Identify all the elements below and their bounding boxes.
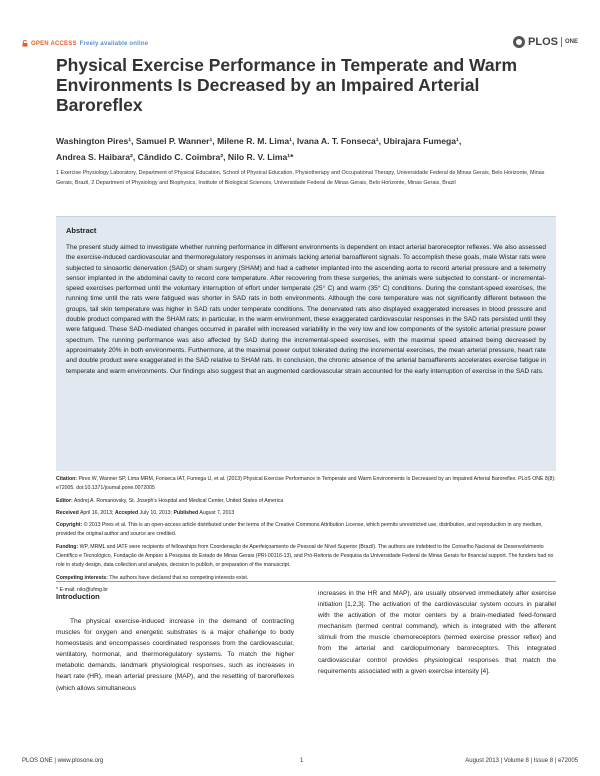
funding-text: WP, MRML and IATF were recipients of fellowships from Coordenação de Aperfeiçoamento de Pessoal de Nível Superior (Brazil). The authors are indebted to the Conselho Nacional de Desenvolvimento Científico e Tecnológico, Fundação de Amparo à Pesquisa do Estado de Minas Gerais (PRI-00116-13), and Pró-Reitoria de Pesquisa da Universidade Federal de Minas Gerais for financial support. The funders had no role in study design, data collection and analysis, decision to publish, or preparation of the manuscript. <box>56 543 554 569</box>
published-label: Published <box>173 509 199 516</box>
author-list <box>56 133 556 165</box>
plos-logo-icon <box>513 36 525 48</box>
freely-available-label: Freely available online <box>79 40 149 47</box>
citation-text: Pires W, Wanner SP, Lima MRM, Fonseca IAT, Fumega U, et al. (2013) Physical Exercise Performance in Temperate and Warm Environments Is Decreased by an Impaired Arterial Baroreflex. PLoS ONE 8(8): e72005. doi:10.1371/journal.pone.0072005 <box>56 476 556 492</box>
open-access-banner <box>22 40 148 47</box>
dates-block <box>56 509 556 518</box>
open-access-label: OPEN ACCESS <box>31 40 77 47</box>
funding-block <box>56 543 556 571</box>
intro-paragraph-left: The physical exercise-induced increase in the demand of contracting muscles for oxygen and energetic substrates is a major challenge to body homeostasis and encompasses coordinated responses from the cardiovascular, ventilatory, hormonal, and thermoregulatory systems. To match the higher metabolic demands, landmark physiological responses, such as increases in heart rate (HR), mean arterial pressure (MAP), and the resetting of baroreflexes (which allows simultaneous <box>56 618 294 692</box>
email-line: * E-mail: nilo@ufmg.br <box>56 586 108 593</box>
copyright-label: Copyright: <box>56 522 83 529</box>
author-line: Washington Pires¹, Samuel P. Wanner¹, Milene R. M. Lima¹, Ivana A. T. Fonseca¹, Ubirajara Fumega¹, <box>56 136 462 146</box>
logo-divider <box>561 37 562 47</box>
abstract-text: The present study aimed to investigate whether running performance in different environments is dependent on intact arterial baroreceptor reflexes. We also assessed the exercise-induced cardiovascular and thermoregulatory responses in animals lacking arterial baroafferent signals. To accomplish these goals, male Wistar rats were subjected to sinoaortic denervation (SAD) or sham surgery (SHAM) and had a catheter implanted into the ascending aorta to record arterial pressure and a telemetry sensor implanted in the abdominal cavity to record core temperature. After recovering from these surgeries, the animals were subjected to constant- or incremental-speed exercises performed until the voluntary interruption of effort under temperate (25° C) and warm (35° C) conditions. During the constant-speed exercises, the running time until the rats were fatigued was shorter in SAD rats in both environments. Although the core temperature was not significantly different between the groups, tail skin temperature was higher in SAD rats under temperate conditions. The denervated rats also displayed exaggerated increases in blood pressure and double product compared with the SHAM rats; in particular, in the warm environment, these exaggerated cardiovascular responses in the SAD rats persisted until they were fatigued. These SAD-mediated changes occurred in parallel with increased variability in the very low and low components of the systolic arterial pressure power spectrum. The running performance was also affected by SAD during the incremental-speed exercises, with the maximal speed attained being decreased by approximately 20% in both environments. Furthermore, at the maximal power output tolerated during the incremental exercises, the mean arterial pressure, heart rate and double product were exaggerated in the SAD relative to SHAM rats. In conclusion, the chronic absence of the arterial baroafferents accelerates exercise fatigue in temperate and warm environments. Our findings also suggest that an augmented cardiovascular strain accounted for the early interruption of exercise in the SAD rats. <box>66 244 546 375</box>
plos-logo-text: PLOS <box>528 36 558 48</box>
footer-journal: PLOS ONE | www.plosone.org <box>22 758 104 764</box>
citation-block <box>56 475 556 494</box>
editor-label: Editor: <box>56 497 73 504</box>
footer-issue: August 2013 | Volume 8 | Issue 8 | e72005 <box>465 758 578 764</box>
introduction-heading: Introduction <box>56 592 100 601</box>
author-line: Andrea S. Haibara², Cândido C. Coimbra², Nilo R. V. Lima¹* <box>56 152 294 162</box>
article-metadata <box>56 475 556 595</box>
article-title: Physical Exercise Performance in Temperate and Warm Environments Is Decreased by an Impaired Arterial Baroreflex <box>56 55 518 115</box>
footer-page-number: 1 <box>300 758 304 764</box>
accepted-date: July 10, 2013; <box>139 509 172 516</box>
abstract-heading: Abstract <box>66 226 97 235</box>
editor-text: Andrej A. Romanovsky, St. Joseph's Hospital and Medical Center, United States of America <box>73 497 284 504</box>
plos-journal-text: ONE <box>564 39 578 45</box>
affiliations: 1 Exercise Physiology Laboratory, Department of Physical Education, School of Physical Education, Physiotherapy and Occupational Therapy, Universidade Federal de Minas Gerais, Belo Horizonte, Minas Gerais, Brazil, 2 Department of Physiology and Biophysics, Institute of Biological Sciences, Universidade Federal de Minas Gerais, Belo Horizonte, Minas Gerais, Brazil <box>56 170 545 186</box>
accepted-label: Accepted <box>114 509 139 516</box>
citation-label: Citation: <box>56 476 78 482</box>
editor-block <box>56 497 556 506</box>
abstract-box <box>56 216 556 471</box>
copyright-block <box>56 521 556 540</box>
funding-label: Funding: <box>56 543 79 550</box>
section-divider <box>56 581 556 582</box>
competing-text: The authors have declared that no competing interests exist. <box>109 574 249 581</box>
intro-column-left <box>56 616 294 694</box>
intro-column-right: increases in the HR and MAP), are usually observed immediately after exercise initiation [1,2,3]. The activation of the cardiovascular system occurs in parallel with the activation of the motor centers by a brain-mediated feed-forward mechanism (termed central command), which is integrated with the afferent stimuli from the muscle chemoreceptors (termed exercise pressor reflex) and from the arterial and cardiopulmonary baroreceptors. This integrated cardiovascular control provides physiological responses that match the requirements associated with a given exercise intensity [4]. <box>318 590 556 675</box>
competing-label: Competing interests: <box>56 574 108 581</box>
plos-one-logo <box>513 36 578 48</box>
copyright-text: © 2013 Pires et al. This is an open-access article distributed under the terms of the Creative Commons Attribution License, which permits unrestricted use, distribution, and reproduction in any medium, provided the original author and source are credited. <box>56 522 543 538</box>
received-date: April 16, 2013; <box>79 509 114 516</box>
published-date: August 7, 2013 <box>199 509 235 516</box>
received-label: Received <box>56 509 79 516</box>
open-access-lock-icon <box>22 40 28 47</box>
